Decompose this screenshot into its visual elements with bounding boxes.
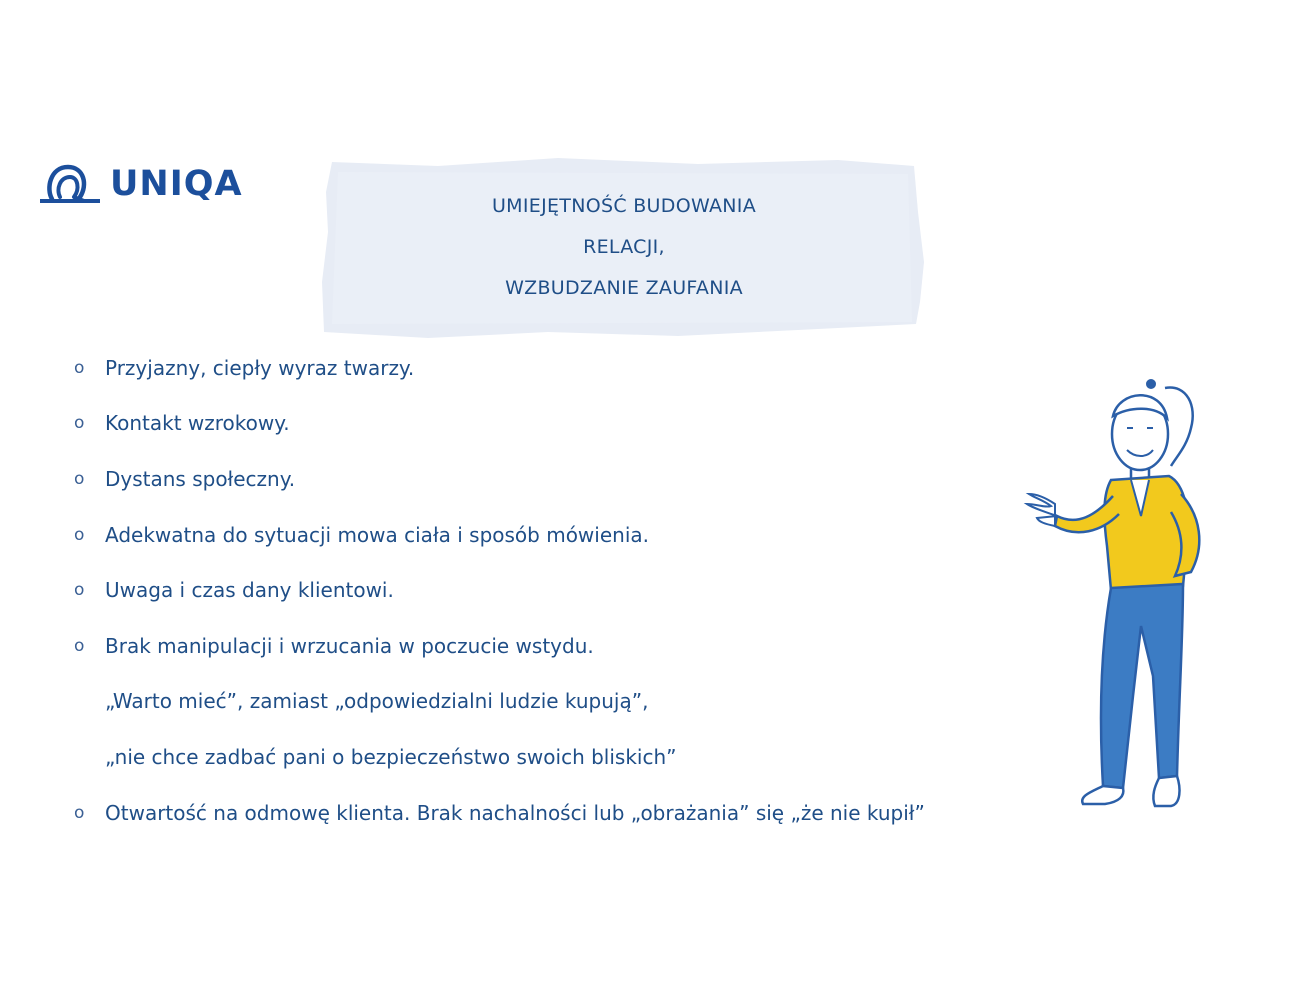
bullet-marker: o [74,357,85,378]
presenting-woman-illustration [1015,376,1225,821]
list-item [74,396,1054,452]
bullet-marker: o [74,413,85,434]
title-text [318,192,930,315]
title-line-1: UMIEJĘTNOŚĆ BUDOWANIA [491,195,757,217]
list-item [74,451,1054,507]
list-item [74,785,1054,841]
title-banner [318,152,930,347]
uniqa-logo [38,158,268,210]
list-item-text: Otwartość na odmowę klienta. Brak nachalności lub „obrażania” się „że nie kupił” [105,800,925,825]
list-item [74,618,1054,674]
bullet-list [74,340,1054,840]
title-line-2: RELACJI, [583,236,665,258]
list-item [74,340,1054,396]
list-item-text: Dystans społeczny. [105,466,296,491]
list-item [74,507,1054,563]
list-item-text: Kontakt wzrokowy. [105,411,290,436]
continuation-text: „Warto mieć”, zamiast „odpowiedzialni ludzie kupują”, [105,689,649,714]
continuation-text: „nie chce zadbać pani o bezpieczeństwo swoich bliskich” [105,744,677,769]
title-line-3: WZBUDZANIE ZAUFANIA [505,277,743,299]
list-item-text: Brak manipulacji i wrzucania w poczucie wstydu. [105,633,594,658]
bullet-marker: o [74,580,85,601]
bullet-marker: o [74,802,85,823]
list-item-continuation [74,729,1054,785]
list-item-continuation [74,674,1054,730]
uniqa-logo-text: UNIQA [110,164,243,204]
bullet-marker: o [74,524,85,545]
list-item-text: Przyjazny, ciepły wyraz twarzy. [105,355,415,380]
list-item-text: Adekwatna do sytuacji mowa ciała i sposób mówienia. [105,522,649,547]
uniqa-logo-icon [38,161,102,207]
bullet-marker: o [74,635,85,656]
bullet-marker: o [74,468,85,489]
list-item-text: Uwaga i czas dany klientowi. [105,578,394,603]
list-item [74,562,1054,618]
